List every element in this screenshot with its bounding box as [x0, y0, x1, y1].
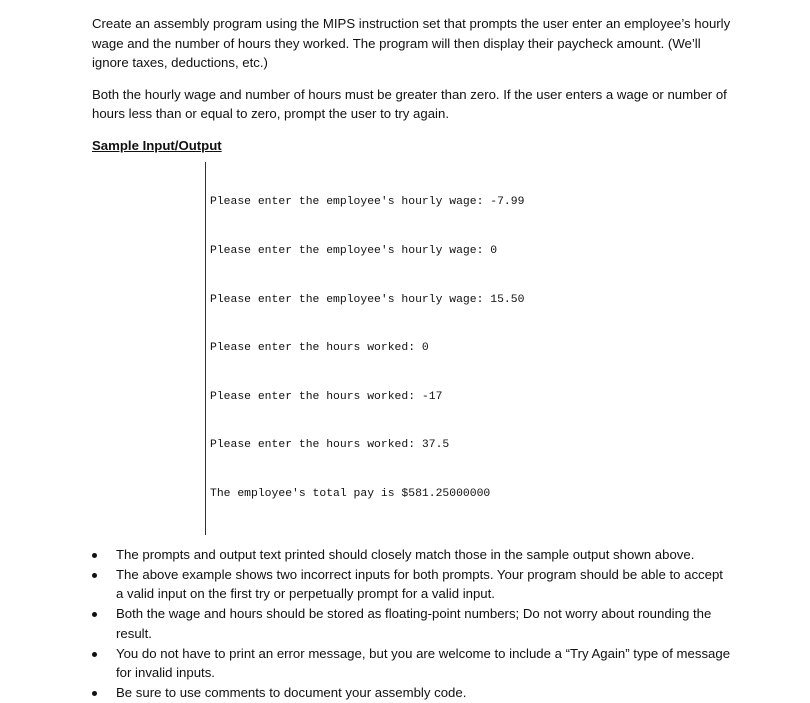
sample-line: Please enter the employee's hourly wage: 15.50: [210, 293, 525, 306]
sample-heading: Sample Input/Output: [92, 137, 222, 153]
sample-line: Please enter the hours worked: 37.5: [210, 439, 450, 452]
sample-line: The employee's total pay is $581.25000000: [210, 488, 491, 501]
list-item: [92, 683, 732, 703]
sample-output-block: [205, 162, 732, 535]
bullet-icon: [92, 612, 97, 617]
list-item: [92, 604, 732, 643]
list-item-text: Be sure to use comments to document your assembly code.: [116, 685, 467, 701]
list-item-text: Both the wage and hours should be stored as floating-point numbers; Do not worry about rounding the result.: [116, 606, 712, 641]
requirement-paragraph: Both the hourly wage and number of hours must be greater than zero. If the user enters a wage or number of hours less than or equal to zero, prompt the user to try again.: [92, 86, 727, 121]
list-item-text: The above example shows two incorrect inputs for both prompts. Your program should be able to accept a valid input on the first try or perpetually prompt for a valid input.: [116, 566, 723, 602]
sample-line: Please enter the employee's hourly wage: 0: [210, 245, 498, 258]
bullet-icon: [92, 573, 97, 578]
list-item: [92, 565, 732, 604]
list-item: [92, 644, 732, 683]
document-page: [92, 14, 732, 703]
requirements-list: [92, 545, 732, 703]
bullet-icon: [92, 553, 97, 558]
list-item-text: You do not have to print an error message, but you are welcome to include a “Try Again” type of message for invalid inputs.: [116, 645, 731, 681]
sample-line: Please enter the hours worked: 0: [210, 342, 429, 355]
bullet-icon: [92, 652, 97, 657]
intro-paragraph: Create an assembly program using the MIPS instruction set that prompts the user enter an employee’s hourly wage and the number of hours they worked. The program will then display their paycheck amount. (We’ll ignore taxes, deductions, etc.): [92, 16, 731, 70]
list-item-text: The prompts and output text printed should closely match those in the sample output shown above.: [116, 546, 695, 562]
sample-line: Please enter the hours worked: -17: [210, 390, 443, 403]
sample-line: Please enter the employee's hourly wage: -7.99: [210, 196, 525, 209]
bullet-icon: [92, 691, 97, 696]
